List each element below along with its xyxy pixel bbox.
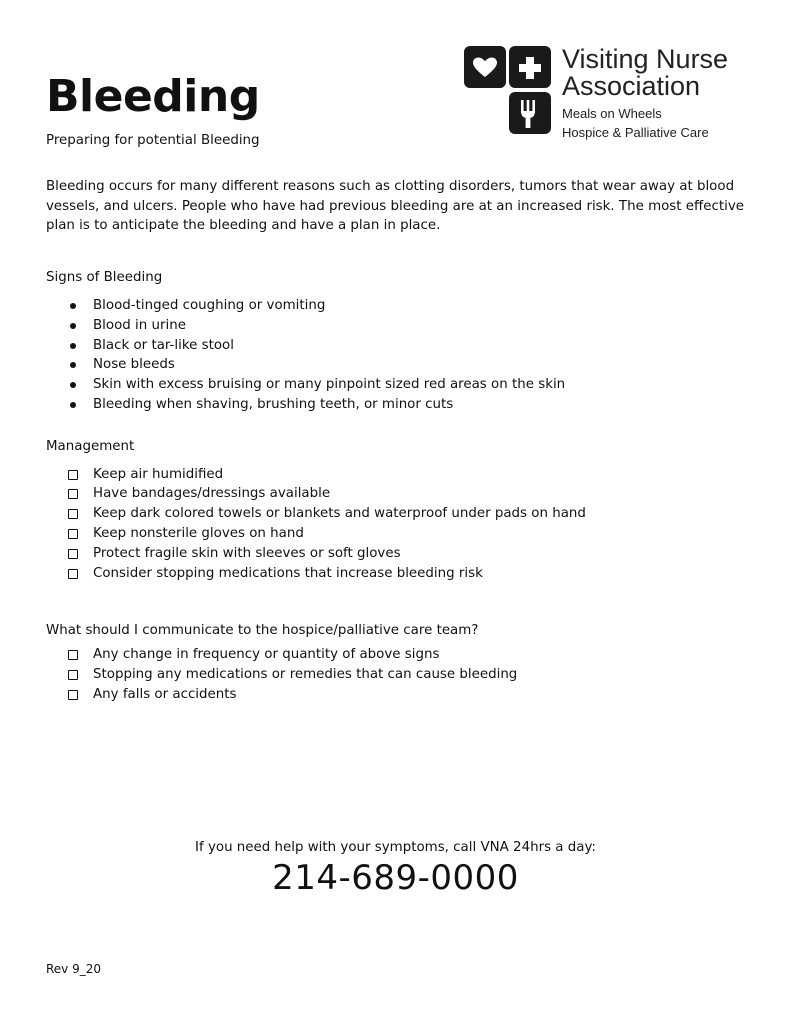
checklist-item: Have bandages/dressings available (46, 484, 751, 504)
revision-label: Rev 9_20 (46, 962, 102, 976)
communicate-checklist (46, 645, 751, 704)
logo-sub-line1: Meals on Wheels (562, 106, 662, 121)
logo-name-line2: Association (562, 71, 701, 101)
list-item: Black or tar-like stool (46, 336, 751, 356)
logo-name-line1: Visiting Nurse (562, 44, 729, 74)
phone-number: 214-689-0000 (272, 858, 519, 898)
logo-mark (464, 46, 554, 138)
list-item: Blood in urine (46, 316, 751, 336)
checklist-item: Consider stopping medications that increase bleeding risk (46, 564, 751, 584)
checklist-item: Any falls or accidents (46, 685, 751, 705)
vna-logo (464, 46, 764, 141)
list-item: Nose bleeds (46, 355, 751, 375)
checklist-item: Keep dark colored towels or blankets and waterproof under pads on hand (46, 504, 751, 524)
logo-sub-line2: Hospice & Palliative Care (562, 125, 709, 140)
checklist-item: Keep nonsterile gloves on hand (46, 524, 751, 544)
document-body (46, 131, 751, 705)
signs-list (46, 296, 751, 415)
checklist-item: Stopping any medications or remedies that can cause bleeding (46, 665, 751, 685)
signs-heading: Signs of Bleeding (46, 270, 163, 286)
checklist-item: Keep air humidified (46, 465, 751, 485)
checklist-item: Any change in frequency or quantity of above signs (46, 645, 751, 665)
list-item: Bleeding when shaving, brushing teeth, or minor cuts (46, 395, 751, 415)
logo-name (562, 46, 728, 100)
management-checklist (46, 465, 751, 584)
preparing-heading: Preparing for potential Bleeding (46, 133, 260, 148)
list-item: Blood-tinged coughing or vomiting (46, 296, 751, 316)
page-title: Bleeding (46, 71, 260, 123)
management-heading: Management (46, 438, 135, 454)
list-item: Skin with excess bruising or many pinpoint sized red areas on the skin (46, 375, 751, 395)
intro-paragraph: Bleeding occurs for many different reasons such as clotting disorders, tumors that wear away at blood vessels, and ulcers. People who have had previous bleeding are at an increased risk. The most effective plan is to anticipate the bleeding and have a plan in place. (46, 178, 744, 234)
communicate-heading: What should I communicate to the hospice/palliative care team? (46, 623, 479, 639)
help-text: If you need help with your symptoms, call VNA 24hrs a day: (195, 840, 596, 855)
checklist-item: Protect fragile skin with sleeves or soft gloves (46, 544, 751, 564)
